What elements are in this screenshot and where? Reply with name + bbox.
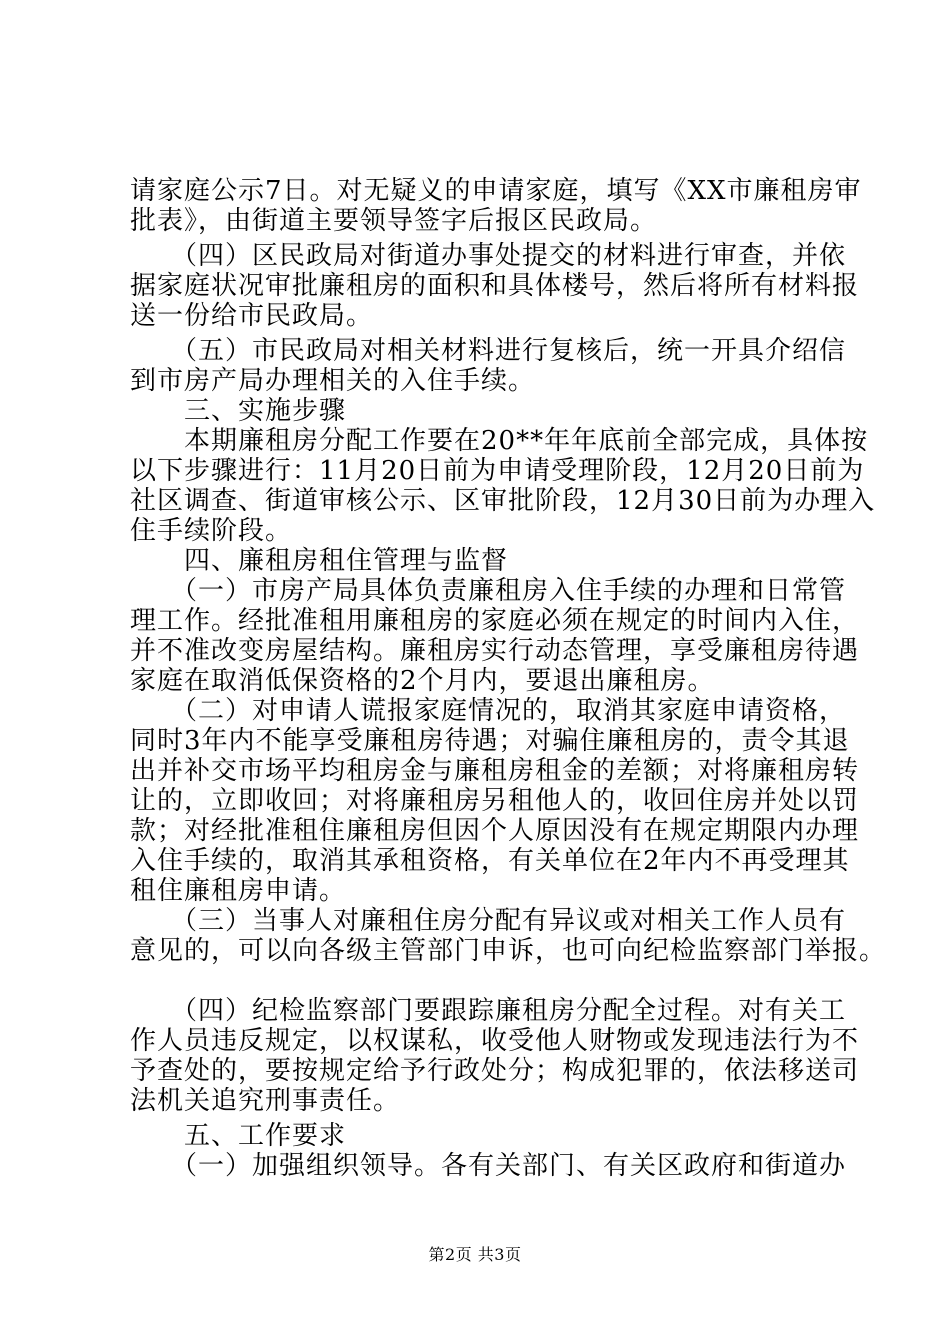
section-heading: 四、廉租房租住管理与监督 xyxy=(130,546,509,576)
text-line: 款；对经批准租住廉租房但因个人原因没有在规定期限内办理 xyxy=(130,816,860,846)
text-line: 到市房产局办理相关的入住手续。 xyxy=(130,366,536,396)
text-line: 同时3年内不能享受廉租房待遇；对骗住廉租房的，责令其退 xyxy=(130,726,850,756)
text-line: 以下步骤进行：11月20日前为申请受理阶段，12月20日前为 xyxy=(130,456,865,486)
text-line: （一）市房产局具体负责廉租房入住手续的办理和日常管 xyxy=(130,576,847,606)
text-line: 法机关追究刑事责任。 xyxy=(130,1086,401,1116)
text-line: （五）市民政局对相关材料进行复核后，统一开具介绍信 xyxy=(130,336,847,366)
text-line: （一）加强组织领导。各有关部门、有关区政府和街道办 xyxy=(130,1151,847,1181)
text-line: 请家庭公示7日。对无疑义的申请家庭，填写《XX市廉租房审 xyxy=(130,176,862,206)
text-line: （四）纪检监察部门要跟踪廉租房分配全过程。对有关工 xyxy=(130,996,847,1026)
text-line: 出并补交市场平均租房金与廉租房租金的差额；对将廉租房转 xyxy=(130,756,860,786)
text-line: 并不准改变房屋结构。廉租房实行动态管理，享受廉租房待遇 xyxy=(130,636,860,666)
text-line: 社区调查、街道审核公示、区审批阶段，12月30日前为办理入 xyxy=(130,486,876,516)
text-line: （二）对申请人谎报家庭情况的，取消其家庭申请资格， xyxy=(130,696,847,726)
text-line: （四）区民政局对街道办事处提交的材料进行审查，并依 xyxy=(130,241,847,271)
text-line: 入住手续的，取消其承租资格，有关单位在2年内不再受理其 xyxy=(130,846,850,876)
text-line: （三）当事人对廉租住房分配有异议或对相关工作人员有 xyxy=(130,906,847,936)
text-line: 家庭在取消低保资格的2个月内，要退出廉租房。 xyxy=(130,666,715,696)
text-line: 意见的，可以向各级主管部门申诉，也可向纪检监察部门举报。 xyxy=(130,936,887,966)
text-line: 理工作。经批准租用廉租房的家庭必须在规定的时间内入住， xyxy=(130,606,860,636)
section-heading: 三、实施步骤 xyxy=(130,396,347,426)
text-line: 送一份给市民政局。 xyxy=(130,301,374,331)
text-line: 批表》，由街道主要领导签字后报区民政局。 xyxy=(130,206,658,236)
text-line: 住手续阶段。 xyxy=(130,516,293,546)
text-line: 本期廉租房分配工作要在20**年年底前全部完成，具体按 xyxy=(130,426,869,456)
text-line: 据家庭状况审批廉租房的面积和具体楼号，然后将所有材料报 xyxy=(130,271,860,301)
text-line: 予查处的，要按规定给予行政处分；构成犯罪的，依法移送司 xyxy=(130,1056,860,1086)
text-line: 让的，立即收回；对将廉租房另租他人的，收回住房并处以罚 xyxy=(130,786,860,816)
page-footer: 第2页 共3页 xyxy=(428,1245,522,1264)
section-heading: 五、工作要求 xyxy=(130,1121,347,1151)
text-line: 作人员违反规定，以权谋私，收受他人财物或发现违法行为不 xyxy=(130,1026,860,1056)
text-line: 租住廉租房申请。 xyxy=(130,876,347,906)
